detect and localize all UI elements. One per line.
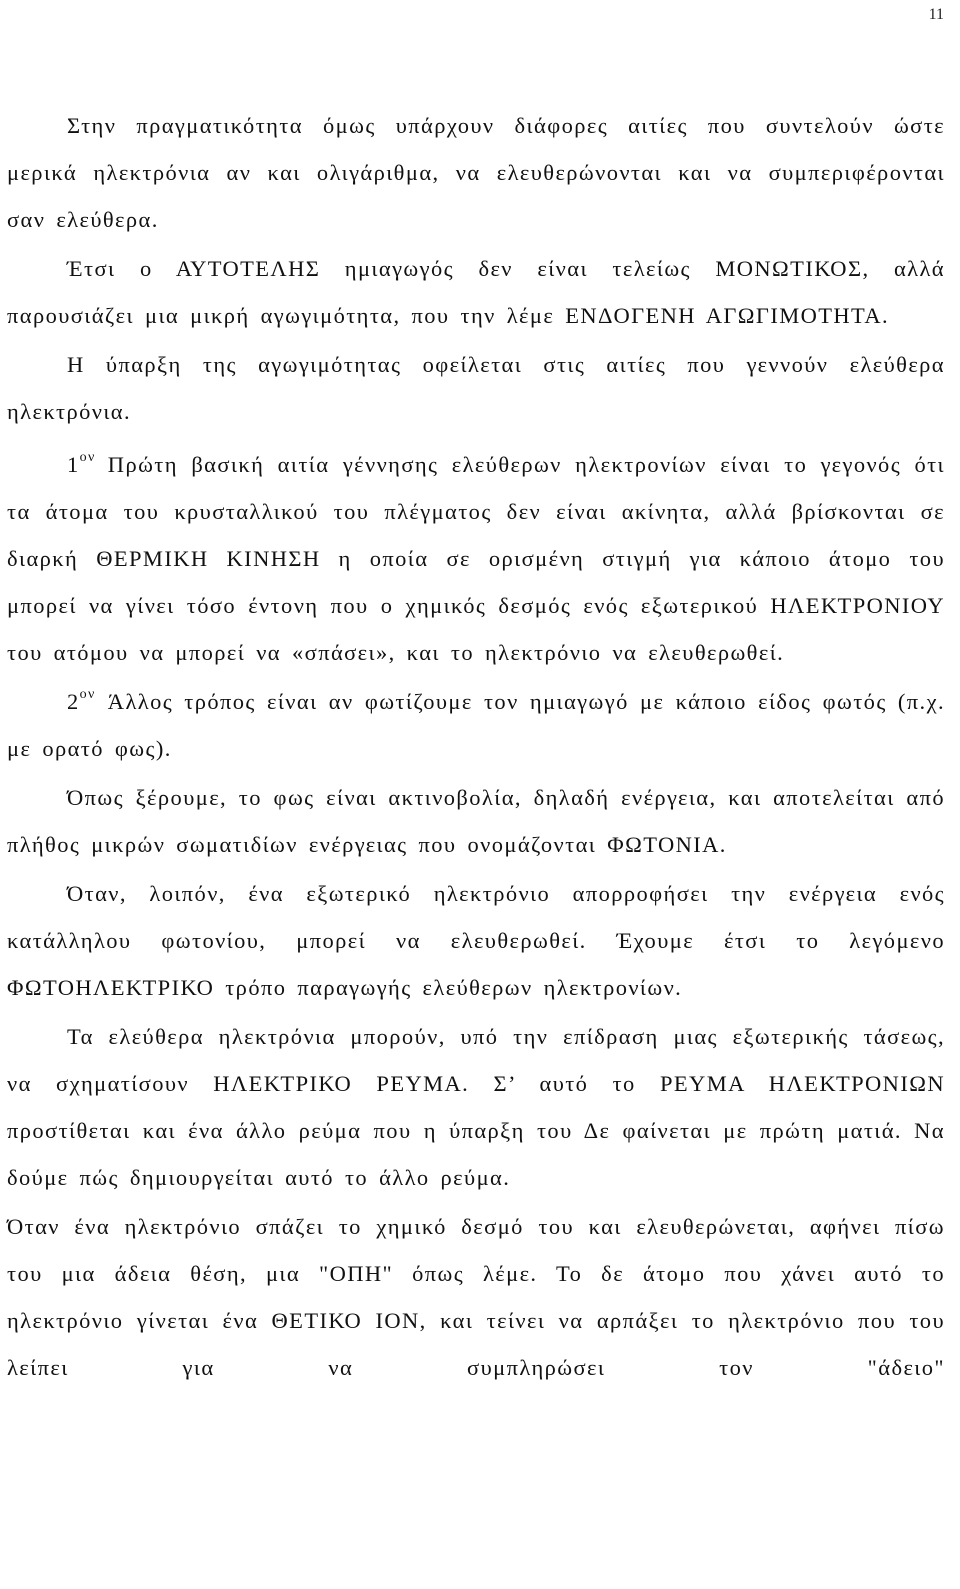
paragraph-conductivity-causes: Η ύπαρξη της αγωγιμότητας οφείλεται στις αιτίες που γεννούν ελεύθερα ηλεκτρόνια. <box>7 352 945 424</box>
cause-number-1: 1 <box>67 452 80 477</box>
paragraph-photoelectric: Όταν, λοιπόν, ένα εξωτερικό ηλεκτρόνιο απορροφήσει την ενέργεια ενός κατάλληλου φωτονίου, μπορεί να ελευθερωθεί. Έχουμε έτσι το λεγόμενο ΦΩΤΟΗΛΕΚΤΡΙΚΟ τρόπο παραγωγής ελεύθερων ηλεκτρονίων. <box>7 881 945 1000</box>
paragraph-first-cause <box>7 441 945 676</box>
paragraph-hole: Όταν ένα ηλεκτρόνιο σπάζει το χημικό δεσμό του και ελευθερώνεται, αφήνει πίσω του μια άδεια θέση, μια "ΟΠΗ" όπως λέμε. Το δε άτομο που χάνει αυτό το ηλεκτρόνιο γίνεται ένα ΘΕΤΙΚΟ ΙΟΝ, και τείνει να αρπάξει το ηλεκτρόνιο που του λείπει για να συμπληρώσει τον "άδειο" <box>7 1214 945 1380</box>
paragraph-real-causes: Στην πραγματικότητα όμως υπάρχουν διάφορες αιτίες που συντελούν ώστε μερικά ηλεκτρόνια αν και ολιγάριθμα, να ελευθερώνονται και να συμπεριφέρονται σαν ελεύθερα. <box>7 113 945 232</box>
paragraph-electric-current: Τα ελεύθερα ηλεκτρόνια μπορούν, υπό την επίδραση μιας εξωτερικής τάσεως, να σχηματίσουν ΗΛΕΚΤΡΙΚΟ ΡΕΥΜΑ. Σ’ αυτό το ΡΕΥΜΑ ΗΛΕΚΤΡΟΝΙΩΝ προστίθεται και ένα άλλο ρεύμα που η ύπαρξη του Δε φαίνεται με πρώτη ματιά. Να δούμε πώς δημιουργείται αυτό το άλλο ρεύμα. <box>7 1024 945 1190</box>
cause-ordinal-2: ον <box>79 686 96 702</box>
second-cause-text: Άλλος τρόπος είναι αν φωτίζουμε τον ημιαγωγό με κάποιο είδος φωτός (π.χ. με ορατό φως). <box>7 689 945 761</box>
paragraph-intrinsic-conductivity: Έτσι ο ΑΥΤΟΤΕΛΗΣ ημιαγωγός δεν είναι τελείως ΜΟΝΩΤΙΚΟΣ, αλλά παρουσιάζει μια μικρή αγωγιμότητα, που την λέμε ΕΝΔΟΓΕΝΗ ΑΓΩΓΙΜΟΤΗΤΑ. <box>7 256 945 328</box>
cause-ordinal-1: ον <box>79 449 96 465</box>
document-body <box>7 102 945 1391</box>
cause-number-2: 2 <box>67 689 80 714</box>
first-cause-text: Πρώτη βασική αιτία γέννησης ελεύθερων ηλεκτρονίων είναι το γεγονός ότι τα άτομα του κρυσταλλικού του πλέγματος δεν είναι ακίνητα, αλλά βρίσκονται σε διαρκή ΘΕΡΜΙΚΗ ΚΙΝΗΣΗ η οποία σε ορισμένη στιγμή για κάποιο άτομο του μπορεί να γίνει τόσο έντονη που ο χημικός δεσμός ενός εξωτερικού ΗΛΕΚΤΡΟΝΙΟΥ του ατόμου να μπορεί να «σπάσει», και το ηλεκτρόνιο να ελευθερωθεί. <box>7 452 945 665</box>
page-number: 11 <box>928 6 944 23</box>
paragraph-second-cause <box>7 678 945 772</box>
paragraph-light-photons: Όπως ξέρουμε, το φως είναι ακτινοβολία, δηλαδή ενέργεια, και αποτελείται από πλήθος μικρών σωματιδίων ενέργειας που ονομάζονται ΦΩΤΟΝΙΑ. <box>7 785 945 857</box>
